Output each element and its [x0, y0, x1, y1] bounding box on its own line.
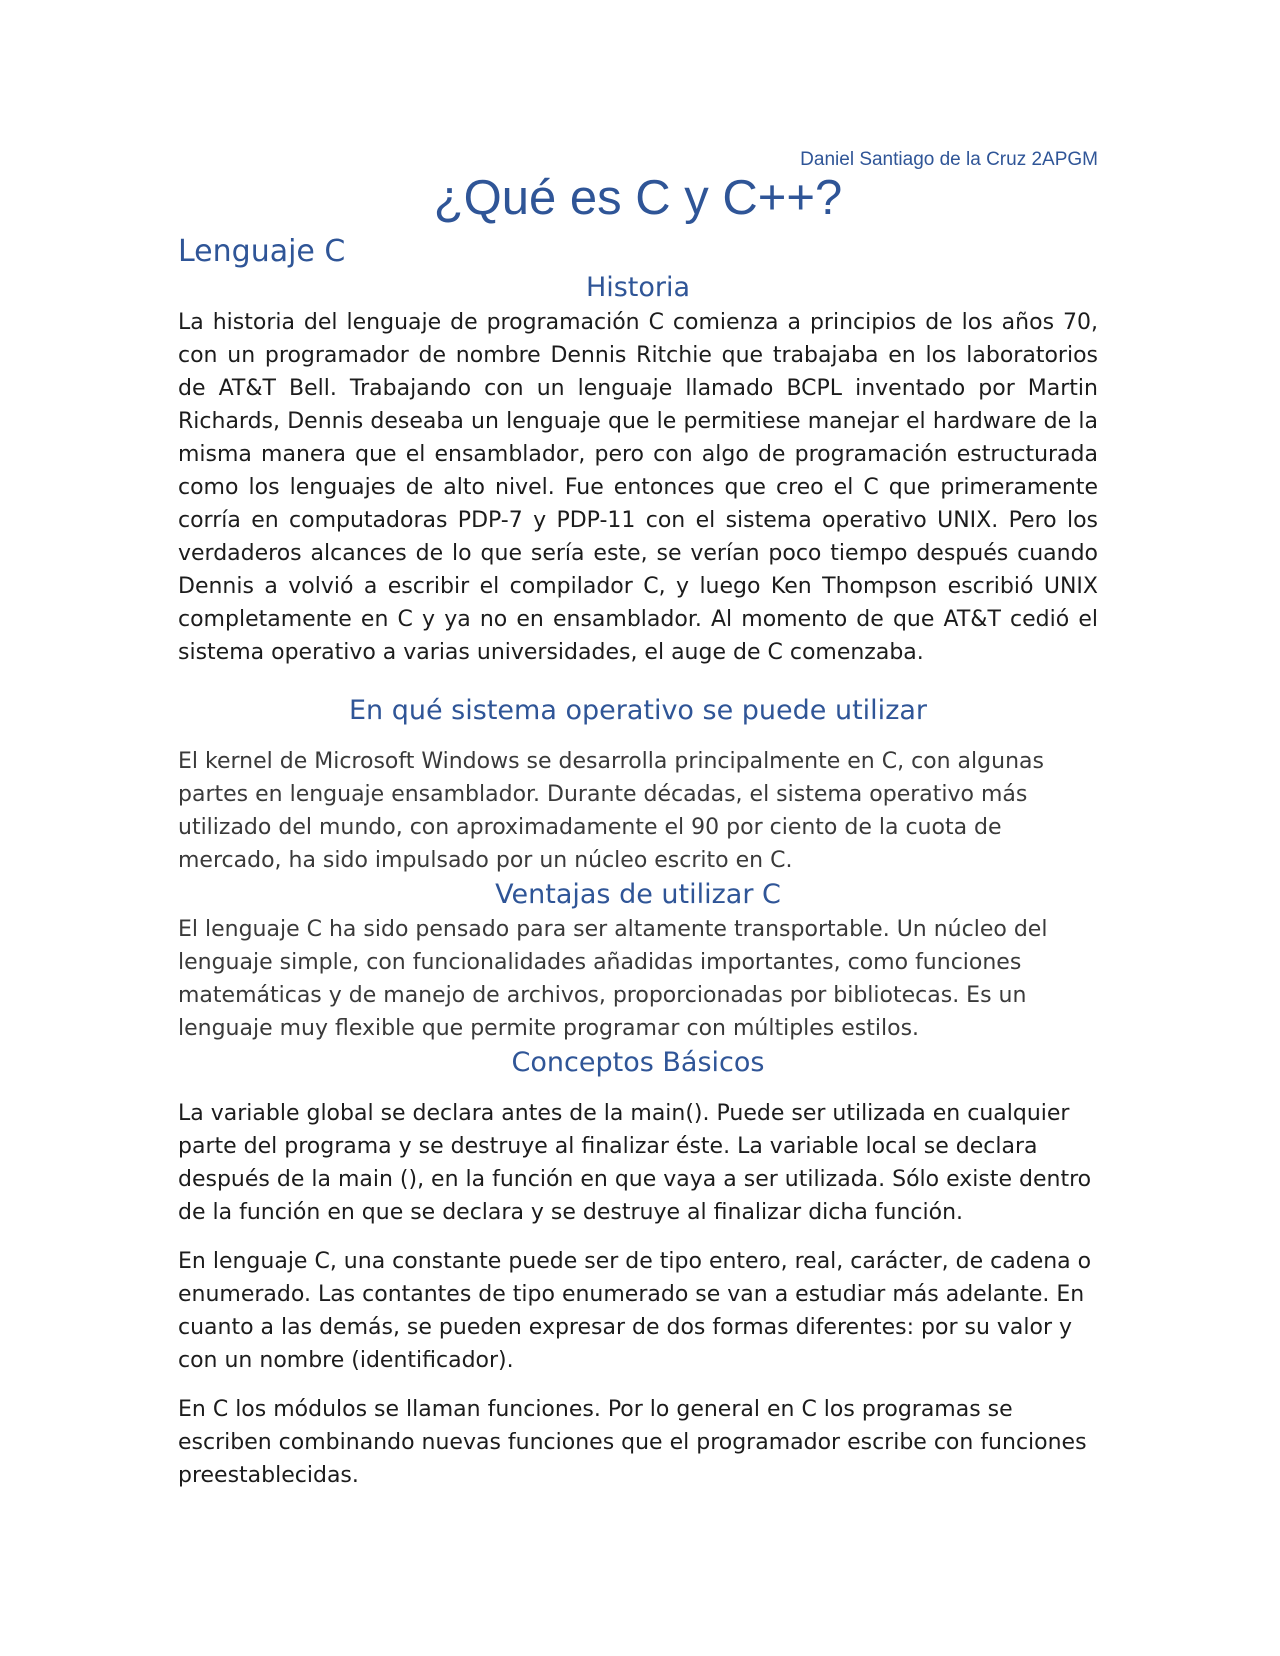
heading-sistema-operativo: En qué sistema operativo se puede utilizar [348, 695, 928, 726]
document-page [178, 140, 1098, 1492]
paragraph-variables: La variable global se declara antes de la main(). Puede ser utilizada en cualquier parte del programa y se destruye al finalizar éste. La variable local se declara después de la main (), en la función en que vaya a ser utilizada. Sólo existe dentro de la función en que se declara y se destruye al finalizar dicha función. [178, 1101, 1092, 1225]
heading-historia: Historia [585, 272, 691, 303]
heading-ventajas: Ventajas de utilizar C [495, 879, 781, 910]
paragraph-ventajas: El lenguaje C ha sido pensado para ser altamente transportable. Un núcleo del lenguaje simple, con funcionalidades añadidas importantes, como funciones matemáticas y de manejo de archivos, proporcionadas por bibliotecas. Es un lenguaje muy flexible que permite programar con múltiples estilos. [178, 917, 1048, 1041]
section-title-lenguaje-c: Lenguaje C [178, 234, 346, 269]
paragraph-historia: La historia del lenguaje de programación C comienza a principios de los años 70, con un programador de nombre Dennis Ritchie que trabajaba en los laboratorios de AT&T Bell. Trabajando con un lenguaje llamado BCPL inventado por Martin Richards, Dennis deseaba un lenguaje que le permitiese manejar el hardware de la misma manera que el ensamblador, pero con algo de programación estructurada como los lenguajes de alto nivel. Fue entonces que creo el C que primeramente corría en computadoras PDP-7 y PDP-11 con el sistema operativo UNIX. Pero los verdaderos alcances de lo que sería este, se verían poco tiempo después cuando Dennis a volvió a escribir el compilador C, y luego Ken Thompson escribió UNIX completamente en C y ya no en ensamblador. Al momento de que AT&T cedió el sistema operativo a varias universidades, el auge de C comenzaba. [178, 310, 1098, 665]
paragraph-funciones: En C los módulos se llaman funciones. Por lo general en C los programas se escriben combinando nuevas funciones que el programador escribe con funciones preestablecidas. [178, 1397, 1087, 1488]
heading-conceptos-basicos: Conceptos Básicos [511, 1047, 765, 1078]
paragraph-constantes: En lenguaje C, una constante puede ser de tipo entero, real, carácter, de cadena o enumerado. Las contantes de tipo enumerado se van a estudiar más adelante. En cuanto a las demás, se pueden expresar de dos formas diferentes: por su valor y con un nombre (identificador). [178, 1249, 1092, 1373]
paragraph-sistema-operativo: El kernel de Microsoft Windows se desarrolla principalmente en C, con algunas partes en lenguaje ensamblador. Durante décadas, el sistema operativo más utilizado del mundo, con aproximadamente el 90 por ciento de la cuota de mercado, ha sido impulsado por un núcleo escrito en C. [178, 749, 1044, 873]
author-line: Daniel Santiago de la Cruz 2APGM [800, 149, 1098, 170]
page-title: ¿Qué es C y C++? [433, 171, 843, 225]
